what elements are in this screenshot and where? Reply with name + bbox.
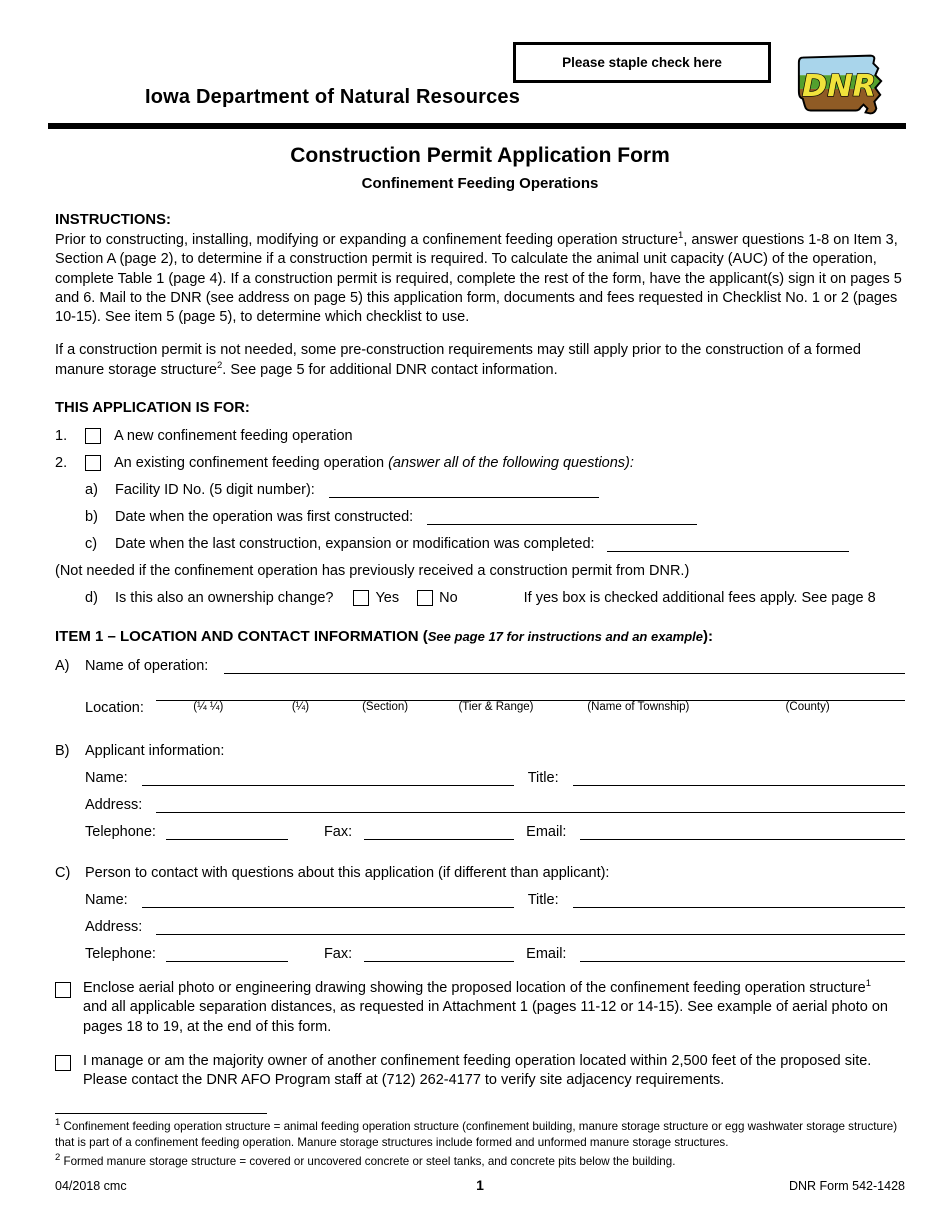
aerial-photo-item	[55, 979, 905, 1037]
applicant-phone-row	[85, 824, 905, 840]
option-2-label-text: An existing confinement feeding operation	[114, 454, 389, 471]
contact-title-input-line[interactable]	[573, 893, 905, 908]
contact-fax-input-line[interactable]	[364, 947, 514, 962]
operation-name-input-line[interactable]	[224, 659, 905, 674]
footnote-2-text: Formed manure storage structure = covered or uncovered concrete or steel tanks, and concrete pits below the building.	[60, 1155, 676, 1169]
footnote-1	[55, 1119, 905, 1151]
contact-email-label: Email:	[526, 945, 567, 962]
footnote-2	[55, 1154, 905, 1170]
item1-heading	[55, 628, 905, 645]
contact-address-label: Address:	[85, 918, 143, 935]
location-row	[85, 686, 905, 716]
location-column-labels	[156, 701, 905, 716]
contact-section-header	[55, 865, 905, 881]
checkbox-existing-operation[interactable]	[85, 455, 101, 471]
applicant-telephone-input-line[interactable]	[166, 825, 288, 840]
footer-page-number: 1	[476, 1177, 484, 1193]
location-col-quarter-quarter: (¼ ¼)	[193, 700, 224, 713]
footnote-ref-2: 2	[217, 359, 223, 371]
footnote-ref-1b: 1	[865, 978, 871, 990]
checkbox-ownership-no[interactable]	[417, 590, 433, 606]
item1-heading-italic: See page 17 for instructions and an example	[427, 628, 704, 644]
location-col-county: (County)	[785, 700, 830, 713]
contact-fax-label: Fax:	[323, 945, 353, 962]
contact-section-title: Person to contact with questions about this application (if different than applicant):	[85, 864, 610, 881]
instructions-paragraph-1	[55, 231, 905, 327]
staple-check-label: Please staple check here	[562, 55, 722, 70]
instructions-p1-text-cont: , answer questions 1-8 on Item 3, Section A (page 2), to determine if a construction permit is required. To calculate the animal unit capacity (AUC) of the operation, complete Table 1 (page 4). If a construction permit is required, complete the rest of the form, have the applicant(s) sign it on pages 5 and 6. Mail to the DNR (see address on page 5) this application form, documents and fees requested in Checklist No. 1 or 2 (pages 10-15). See item 5 (page 5), to determine which checklist to use.	[55, 232, 902, 326]
staple-check-box	[513, 42, 771, 83]
footnote-1-marker: 1	[55, 1117, 61, 1129]
contact-phone-row	[85, 946, 905, 962]
instructions-paragraph-2	[55, 341, 905, 380]
applicant-address-input-line[interactable]	[156, 798, 905, 813]
facility-id-label: Facility ID No. (5 digit number):	[115, 481, 315, 498]
facility-id-row	[85, 482, 905, 498]
applicant-address-label: Address:	[85, 796, 143, 813]
option-1-number: 1.	[55, 427, 68, 444]
dnr-logo-text: DNR	[802, 68, 877, 104]
agency-title: Iowa Department of Natural Resources	[145, 86, 521, 108]
sub-item-a-letter: a)	[85, 481, 98, 498]
last-construction-input-line[interactable]	[607, 537, 849, 552]
first-constructed-label: Date when the operation was first constructed:	[115, 508, 414, 525]
first-constructed-input-line[interactable]	[427, 510, 697, 525]
location-col-township: (Name of Township)	[587, 700, 690, 713]
option-2-label	[114, 455, 634, 471]
form-title: Construction Permit Application Form	[290, 144, 670, 167]
applicant-section-header	[55, 743, 905, 759]
first-constructed-row	[85, 509, 905, 525]
applicant-fax-label: Fax:	[323, 823, 353, 840]
ownership-fee-note: If yes box is checked additional fees apply. See page 8	[523, 589, 876, 606]
aerial-photo-text	[83, 979, 888, 1037]
applicant-email-input-line[interactable]	[580, 825, 905, 840]
footnote-ref-1: 1	[678, 230, 684, 242]
applicant-name-row	[85, 770, 905, 786]
aerial-photo-text-pre: Enclose aerial photo or engineering drawing showing the proposed location of the confinement feeding operation structure	[83, 979, 866, 996]
section-a-letter: A)	[55, 657, 70, 674]
footnote-1-text: Confinement feeding operation structure = animal feeding operation structure (confinement building, manure storage structure or egg washwater storage structure) that is part of a confinement feeding operation. Manure storage structures include formed and unformed manure storage structures.	[55, 1120, 898, 1150]
option-2-number: 2.	[55, 454, 68, 471]
form-subtitle: Confinement Feeding Operations	[361, 175, 599, 192]
dnr-logo-icon	[793, 52, 891, 118]
application-for-heading: THIS APPLICATION IS FOR:	[55, 399, 250, 416]
last-construction-row	[85, 536, 905, 552]
sub-item-d-letter: d)	[85, 589, 98, 606]
footnote-divider	[55, 1113, 267, 1114]
ownership-no-label: No	[439, 589, 458, 606]
instructions-p2-text: If a construction permit is not needed, some pre-construction requirements may still apply prior to the construction of a formed manure storage structure	[55, 342, 861, 378]
applicant-address-row	[85, 797, 905, 813]
aerial-photo-text-post: and all applicable separation distances, as requested in Attachment 1 (pages 11-12 or 14-15). See example of aerial photo on pages 18 to 19, at the end of this form.	[83, 999, 888, 1035]
checkbox-adjacency[interactable]	[55, 1055, 71, 1071]
item1-heading-main: ITEM 1 – LOCATION AND CONTACT INFORMATION (	[55, 627, 428, 645]
contact-name-input-line[interactable]	[142, 893, 514, 908]
location-input-line[interactable]	[156, 686, 905, 701]
header-divider	[48, 123, 906, 129]
contact-name-row	[85, 892, 905, 908]
application-option-1	[55, 428, 905, 444]
section-b-letter: B)	[55, 742, 70, 759]
contact-email-input-line[interactable]	[580, 947, 905, 962]
item1-heading-end: ):	[703, 627, 714, 645]
contact-title-label: Title:	[527, 891, 559, 908]
footer-revision: 04/2018 cmc	[55, 1179, 127, 1193]
footnote-2-marker: 2	[55, 1152, 61, 1164]
contact-name-label: Name:	[85, 891, 128, 908]
applicant-telephone-label: Telephone:	[85, 823, 156, 840]
location-label: Location:	[85, 699, 144, 716]
ownership-change-row	[85, 590, 905, 606]
contact-address-row	[85, 919, 905, 935]
contact-address-input-line[interactable]	[156, 920, 905, 935]
application-option-2	[55, 455, 905, 471]
ownership-change-question: Is this also an ownership change?	[115, 589, 334, 606]
instructions-heading: INSTRUCTIONS:	[55, 212, 171, 228]
applicant-title-input-line[interactable]	[573, 771, 905, 786]
permit-note: (Not needed if the confinement operation has previously received a construction permit from DNR.)	[55, 562, 690, 579]
ownership-yes-label: Yes	[375, 589, 400, 606]
location-field	[156, 686, 905, 716]
last-construction-label: Date when the last construction, expansion or modification was completed:	[115, 535, 595, 552]
operation-name-label: Name of operation:	[85, 657, 209, 674]
applicant-name-input-line[interactable]	[142, 771, 514, 786]
checkbox-new-operation[interactable]	[85, 428, 101, 444]
location-col-quarter: (¼)	[291, 700, 310, 713]
page-header	[55, 42, 905, 114]
footer-form-number: DNR Form 542-1428	[788, 1179, 905, 1193]
adjacency-item	[55, 1052, 905, 1091]
location-col-section: (Section)	[362, 700, 409, 713]
adjacency-text: I manage or am the majority owner of another confinement feeding operation located within 2,500 feet of the proposed site. Please contact the DNR AFO Program staff at (712) 262-4177 to verify site adjacency requirements.	[83, 1052, 872, 1089]
sub-item-c-letter: c)	[85, 535, 98, 552]
facility-id-input-line[interactable]	[329, 483, 599, 498]
location-col-tier-range: (Tier & Range)	[458, 700, 534, 713]
page-footer	[55, 1177, 905, 1193]
contact-telephone-label: Telephone:	[85, 945, 156, 962]
operation-name-row	[55, 658, 905, 674]
applicant-fax-input-line[interactable]	[364, 825, 514, 840]
checkbox-aerial-photo[interactable]	[55, 982, 71, 998]
applicant-email-label: Email:	[526, 823, 567, 840]
applicant-title-label: Title:	[527, 769, 559, 786]
contact-telephone-input-line[interactable]	[166, 947, 288, 962]
checkbox-ownership-yes[interactable]	[353, 590, 369, 606]
applicant-name-label: Name:	[85, 769, 128, 786]
sub-item-b-letter: b)	[85, 508, 98, 525]
option-2-label-italic: (answer all of the following questions):	[388, 454, 634, 471]
section-c-letter: C)	[55, 864, 71, 881]
instructions-p2-text-cont: . See page 5 for additional DNR contact information.	[222, 361, 558, 378]
option-1-label: A new confinement feeding operation	[114, 427, 353, 444]
applicant-section-title: Applicant information:	[85, 742, 225, 759]
instructions-p1-text: Prior to constructing, installing, modifying or expanding a confinement feeding operation structure	[55, 232, 679, 248]
